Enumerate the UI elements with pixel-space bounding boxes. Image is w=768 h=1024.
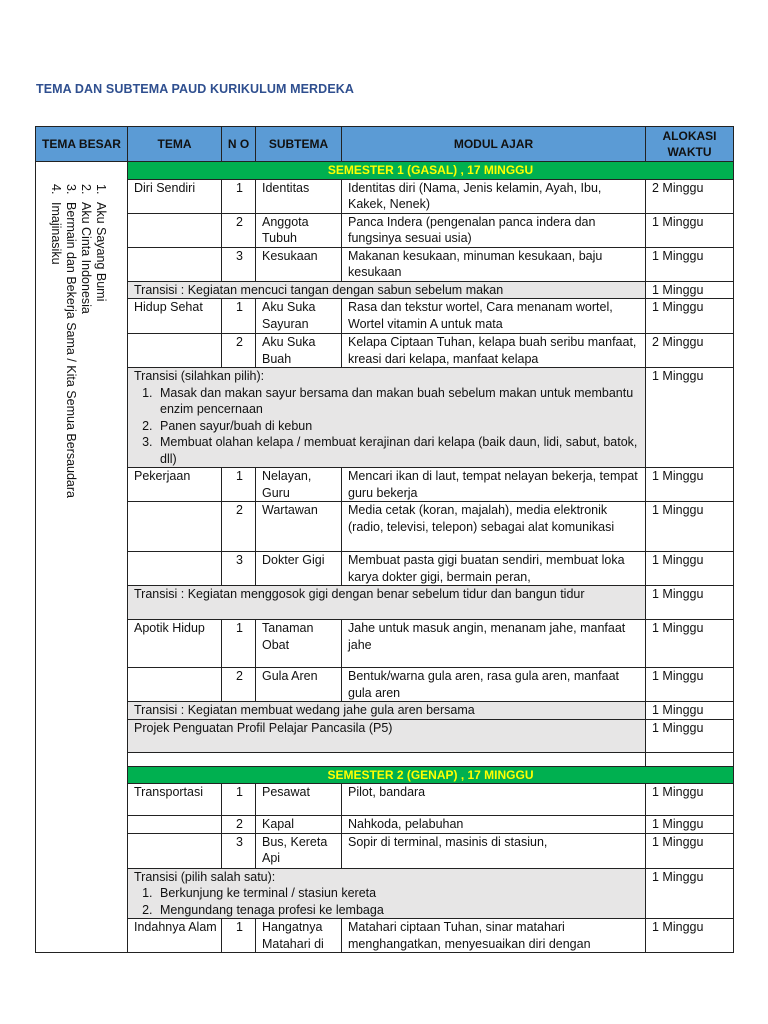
no-cell: 1 <box>222 919 256 953</box>
waktu-cell: 1 Minggu <box>646 816 734 834</box>
table-row <box>36 247 734 281</box>
transition-text: Transisi (pilih salah satu): 1. Berkunjung ke terminal / stasiun kereta 2. Mengundang tenaga profesi ke lembaga <box>128 868 646 919</box>
subtema-cell: Aku Suka Buah <box>256 334 342 368</box>
semester-1-label: SEMESTER 1 (GASAL) , 17 MINGGU <box>128 162 734 180</box>
table-row <box>36 919 734 953</box>
subtema-cell: Anggota Tubuh <box>256 213 342 247</box>
modul-cell: Panca Indera (pengenalan panca indera dan fungsinya sesuai usia) <box>342 213 646 247</box>
waktu-cell: 1 Minggu <box>646 368 734 468</box>
tema-besar-item: 2.Aku Cinta Indonesia <box>79 184 93 314</box>
list-item: 1. Masak dan makan sayur bersama dan makan buah sebelum makan untuk membantu enzim pencernaan <box>156 385 641 418</box>
header-row <box>36 127 734 162</box>
header-subtema: SUBTEMA <box>256 127 342 162</box>
header-tema-besar: TEMA BESAR <box>36 127 128 162</box>
table-row <box>36 784 734 816</box>
modul-cell: Nahkoda, pelabuhan <box>342 816 646 834</box>
tema-cell: Pekerjaan <box>128 468 222 502</box>
transition-row <box>36 281 734 299</box>
modul-cell: Makanan kesukaan, minuman kesukaan, baju kesukaan <box>342 247 646 281</box>
empty-cell <box>128 752 646 766</box>
tema-cell: Indahnya Alam <box>128 919 222 953</box>
tema-cell: Diri Sendiri <box>128 179 222 213</box>
table-row <box>36 668 734 702</box>
tema-besar-item: 3.Bermain dan Bekerja Sama / Kita Semua Bersaudara <box>64 184 78 498</box>
p5-row <box>36 719 734 752</box>
transition-text: Transisi : Kegiatan mencuci tangan dengan sabun sebelum makan <box>128 281 646 299</box>
waktu-cell: 1 Minggu <box>646 833 734 868</box>
subtema-cell: Dokter Gigi <box>256 552 342 586</box>
waktu-cell: 1 Minggu <box>646 668 734 702</box>
list-item: 1. Berkunjung ke terminal / stasiun kereta <box>156 885 641 902</box>
no-cell: 1 <box>222 299 256 334</box>
modul-cell: Identitas diri (Nama, Jenis kelamin, Ayah, Ibu, Kakek, Nenek) <box>342 179 646 213</box>
table-row <box>36 334 734 368</box>
tema-cell <box>128 552 222 586</box>
document-title: TEMA DAN SUBTEMA PAUD KURIKULUM MERDEKA <box>36 82 355 96</box>
waktu-cell: 1 Minggu <box>646 868 734 919</box>
table-row <box>36 620 734 668</box>
semester-1-row <box>36 162 734 180</box>
waktu-cell: 1 Minggu <box>646 784 734 816</box>
table-row <box>36 816 734 834</box>
table-row <box>36 213 734 247</box>
tema-cell <box>128 247 222 281</box>
tema-besar-item: 1.Aku Sayang Bumi <box>94 184 108 302</box>
table-row <box>36 502 734 552</box>
semester-2-row <box>36 766 734 784</box>
subtema-cell: Wartawan <box>256 502 342 552</box>
table-row <box>36 179 734 213</box>
subtema-cell: Kesukaan <box>256 247 342 281</box>
no-cell: 3 <box>222 552 256 586</box>
tema-cell <box>128 833 222 868</box>
header-tema: TEMA <box>128 127 222 162</box>
theme-table <box>35 126 734 953</box>
modul-cell: Bentuk/warna gula aren, rasa gula aren, manfaat gula aren <box>342 668 646 702</box>
table-row <box>36 552 734 586</box>
tema-besar-item: 4.Imajinasiku <box>49 184 63 265</box>
no-cell: 2 <box>222 668 256 702</box>
table-row <box>36 299 734 334</box>
tema-cell: Apotik Hidup <box>128 620 222 668</box>
no-cell: 1 <box>222 620 256 668</box>
no-cell: 3 <box>222 247 256 281</box>
header-no: N O <box>222 127 256 162</box>
modul-cell: Kelapa Ciptaan Tuhan, kelapa buah seribu manfaat, kreasi dari kelapa, manfaat kelapa <box>342 334 646 368</box>
subtema-cell: Gula Aren <box>256 668 342 702</box>
spacer-row <box>36 752 734 766</box>
no-cell: 2 <box>222 213 256 247</box>
list-item: 3. Membuat olahan kelapa / membuat kerajinan dari kelapa (baik daun, lidi, sabut, batok, dll) <box>156 434 641 467</box>
subtema-cell: Pesawat <box>256 784 342 816</box>
no-cell: 3 <box>222 833 256 868</box>
waktu-cell: 1 Minggu <box>646 719 734 752</box>
transition-row <box>36 868 734 919</box>
modul-cell: Media cetak (koran, majalah), media elektronik (radio, televisi, telepon) sebagai alat komunikasi <box>342 502 646 552</box>
modul-cell: Membuat pasta gigi buatan sendiri, membuat loka karya dokter gigi, bermain peran, <box>342 552 646 586</box>
subtema-cell: Kapal <box>256 816 342 834</box>
header-alokasi-waktu: ALOKASI WAKTU <box>646 127 734 162</box>
transition-row <box>36 368 734 468</box>
transition-row <box>36 586 734 620</box>
subtema-cell: Tanaman Obat <box>256 620 342 668</box>
subtema-cell: Hangatnya Matahari di <box>256 919 342 953</box>
tema-cell <box>128 334 222 368</box>
waktu-cell: 2 Minggu <box>646 334 734 368</box>
semester-2-label: SEMESTER 2 (GENAP) , 17 MINGGU <box>128 766 734 784</box>
waktu-cell: 1 Minggu <box>646 620 734 668</box>
no-cell: 2 <box>222 334 256 368</box>
modul-cell: Matahari ciptaan Tuhan, sinar matahari menghangatkan, menyesuaikan diri dengan <box>342 919 646 953</box>
transition-text: Transisi : Kegiatan menggosok gigi dengan benar sebelum tidur dan bangun tidur <box>128 586 646 620</box>
no-cell: 1 <box>222 179 256 213</box>
tema-cell: Transportasi <box>128 784 222 816</box>
waktu-cell: 1 Minggu <box>646 468 734 502</box>
table-row <box>36 833 734 868</box>
subtema-cell: Aku Suka Sayuran <box>256 299 342 334</box>
p5-text: Projek Penguatan Profil Pelajar Pancasila (P5) <box>128 719 646 752</box>
transition-text: Transisi : Kegiatan membuat wedang jahe gula aren bersama <box>128 702 646 720</box>
waktu-cell: 1 Minggu <box>646 247 734 281</box>
table-row <box>36 468 734 502</box>
list-item: 2. Mengundang tenaga profesi ke lembaga <box>156 902 641 919</box>
no-cell: 2 <box>222 816 256 834</box>
subtema-cell: Bus, Kereta Api <box>256 833 342 868</box>
waktu-cell: 1 Minggu <box>646 702 734 720</box>
modul-cell: Sopir di terminal, masinis di stasiun, <box>342 833 646 868</box>
tema-cell <box>128 668 222 702</box>
empty-cell <box>646 752 734 766</box>
waktu-cell: 1 Minggu <box>646 919 734 953</box>
subtema-cell: Identitas <box>256 179 342 213</box>
no-cell: 2 <box>222 502 256 552</box>
subtema-cell: Nelayan, Guru <box>256 468 342 502</box>
waktu-cell: 1 Minggu <box>646 586 734 620</box>
waktu-cell: 1 Minggu <box>646 281 734 299</box>
waktu-cell: 1 Minggu <box>646 552 734 586</box>
waktu-cell: 1 Minggu <box>646 213 734 247</box>
waktu-cell: 1 Minggu <box>646 502 734 552</box>
list-item: 2. Panen sayur/buah di kebun <box>156 418 641 435</box>
tema-cell <box>128 502 222 552</box>
modul-cell: Pilot, bandara <box>342 784 646 816</box>
modul-cell: Mencari ikan di laut, tempat nelayan bekerja, tempat guru bekerja <box>342 468 646 502</box>
no-cell: 1 <box>222 784 256 816</box>
tema-besar-cell <box>36 162 128 953</box>
modul-cell: Rasa dan tekstur wortel, Cara menanam wortel, Wortel vitamin A untuk mata <box>342 299 646 334</box>
transition-text: Transisi (silahkan pilih): 1. Masak dan makan sayur bersama dan makan buah sebelum makan untuk membantu enzim pencernaan 2. Panen sayur/buah di kebun 3. Membuat olahan kelapa / membuat kerajinan dari kelapa (baik daun, lidi, sabut, batok, dll) <box>128 368 646 468</box>
tema-cell: Hidup Sehat <box>128 299 222 334</box>
waktu-cell: 2 Minggu <box>646 179 734 213</box>
transition-row <box>36 702 734 720</box>
waktu-cell: 1 Minggu <box>646 299 734 334</box>
tema-cell <box>128 816 222 834</box>
tema-besar-list <box>48 184 108 524</box>
tema-cell <box>128 213 222 247</box>
no-cell: 1 <box>222 468 256 502</box>
header-modul-ajar: MODUL AJAR <box>342 127 646 162</box>
modul-cell: Jahe untuk masuk angin, menanam jahe, manfaat jahe <box>342 620 646 668</box>
